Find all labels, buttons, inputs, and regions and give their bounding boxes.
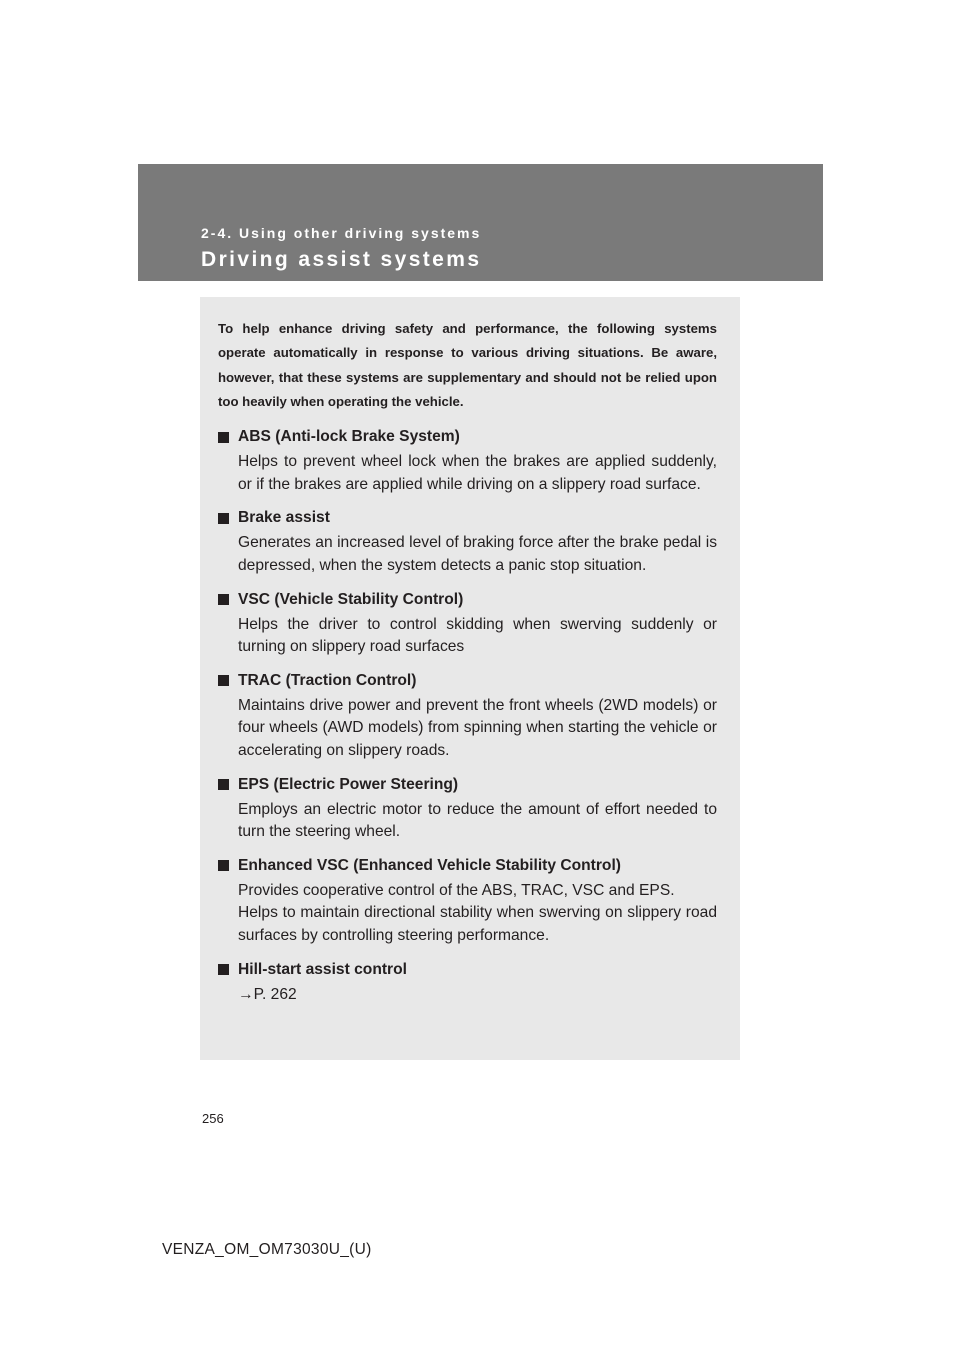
item-description	[238, 799, 717, 844]
item-title-text: Brake assist	[238, 509, 330, 527]
square-bullet-icon	[218, 860, 229, 871]
item-title-text: Enhanced VSC (Enhanced Vehicle Stability Control)	[238, 856, 621, 874]
item-description-line: Provides cooperative control of the ABS, TRAC, VSC and EPS.	[238, 881, 675, 899]
item-title	[218, 854, 717, 878]
section-header-band	[138, 164, 823, 281]
page-title: Driving assist systems	[201, 248, 482, 271]
item-enhanced-vsc	[218, 854, 717, 948]
item-title	[218, 588, 717, 612]
intro-paragraph: To help enhance driving safety and performance, the following systems operate automatically in response to various driving situations. Be aware, however, that these systems are supplementary and should not be relied upon too heavily when operating the vehicle.	[218, 321, 717, 409]
item-title-text: TRAC (Traction Control)	[238, 671, 417, 689]
square-bullet-icon	[218, 594, 229, 605]
item-title	[218, 506, 717, 530]
item-title-text: ABS (Anti-lock Brake System)	[238, 428, 460, 446]
square-bullet-icon	[218, 432, 229, 443]
item-description-line: Helps to prevent wheel lock when the brakes are applied suddenly, or if the brakes are applied while driving on a slippery road surface.	[238, 453, 717, 493]
section-label: 2-4. Using other driving systems	[201, 225, 482, 241]
square-bullet-icon	[218, 779, 229, 790]
item-trac	[218, 669, 717, 763]
item-description-line: Generates an increased level of braking force after the brake pedal is depressed, when the system detects a panic stop situation.	[238, 534, 717, 574]
document-code: VENZA_OM_OM73030U_(U)	[162, 1241, 372, 1258]
square-bullet-icon	[218, 964, 229, 975]
item-title	[218, 669, 717, 693]
item-description	[238, 880, 717, 948]
item-title-text: EPS (Electric Power Steering)	[238, 775, 459, 793]
page-number: 256	[202, 1111, 224, 1126]
page-reference-link[interactable]: →P. 262	[238, 985, 297, 1003]
item-title	[218, 425, 717, 449]
square-bullet-icon	[218, 675, 229, 686]
item-description	[238, 614, 717, 659]
item-description-line: Helps to maintain directional stability when swerving on slippery road surfaces by controlling steering performance.	[238, 904, 717, 944]
item-eps	[218, 773, 717, 844]
item-description	[238, 695, 717, 763]
item-description-line: Employs an electric motor to reduce the amount of effort needed to turn the steering wheel.	[238, 800, 717, 841]
item-title	[218, 773, 717, 797]
content-box	[200, 297, 740, 1060]
item-abs	[218, 425, 717, 496]
item-description	[238, 984, 717, 1007]
item-hill-start-assist	[218, 958, 717, 1007]
square-bullet-icon	[218, 513, 229, 524]
item-title	[218, 958, 717, 982]
item-title-text: Hill-start assist control	[238, 960, 407, 978]
item-vsc	[218, 588, 717, 659]
item-description-line: Maintains drive power and prevent the front wheels (2WD models) or four wheels (AWD models) from spinning when starting the vehicle or accelerating on slippery roads.	[238, 696, 717, 759]
item-title-text: VSC (Vehicle Stability Control)	[238, 590, 464, 608]
item-brake-assist	[218, 506, 717, 577]
item-description	[238, 451, 717, 496]
item-description-line: Helps the driver to control skidding when swerving suddenly or turning on slippery road surfaces	[238, 615, 717, 656]
item-description	[238, 532, 717, 577]
